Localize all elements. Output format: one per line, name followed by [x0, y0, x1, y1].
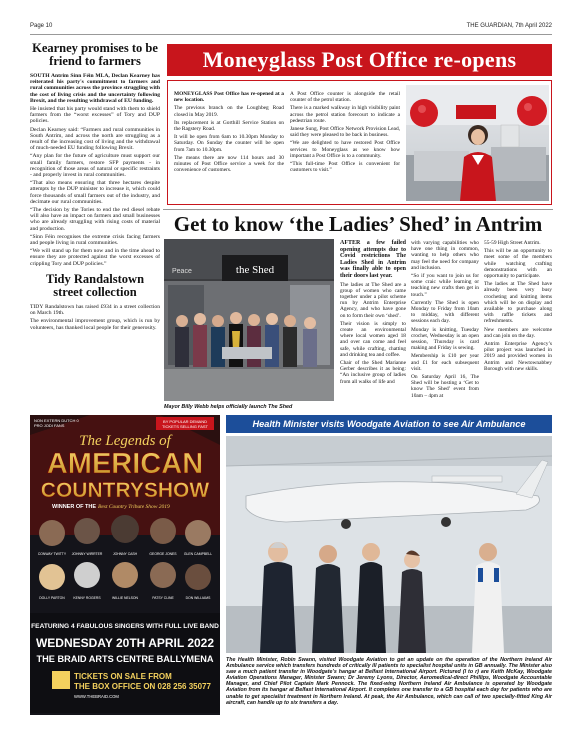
shop-sign-left: Peace	[172, 268, 192, 275]
performer-name: WILLIE NELSON	[111, 596, 139, 600]
shed-paragraph: The ladies at The Shed are a group of women who came together under a pilot scheme run by Antrim Enterprise Agency, and who have gone on to form their own ‘shed’.	[340, 281, 406, 319]
performer-name: KENNY ROGERS	[73, 596, 101, 600]
health-headline: Health Minister visits Woodgate Aviation to see Air Ambulance	[252, 419, 526, 429]
air-ambulance-photo	[226, 436, 552, 653]
performer-name: CONWAY TWITTY	[37, 552, 67, 556]
shed-column-2	[411, 240, 479, 401]
moneyglass-column-1	[174, 91, 284, 175]
moneyglass-paragraph: The previous branch on the Loughbeg Road closed in May 2019.	[174, 105, 284, 118]
shed-paragraph: The ladies at The Shed have already been very busy crocheting and knitting items which will be on display and available to purchase along with raffle tickets and refreshments.	[484, 281, 552, 325]
shed-lead: AFTER a few failed opening attempts due to Covid restrictions The Ladies Shed in Antrim was finally able to open their doors last year.	[340, 240, 406, 279]
paper-dateline: THE GUARDIAN, 7th April 2022	[466, 23, 552, 29]
kearney-paragraph: He insisted that his party would stand with them to shield farmers from the “worst excesses” of Tory and DUP policies.	[30, 106, 160, 125]
shed-paragraph: 55-59 High Street Antrim.	[484, 240, 541, 246]
shed-headline: Get to know ‘the Ladies’ Shed’ in Antrim	[173, 212, 543, 236]
shed-paragraph: On Saturday April 16, The Shed will be hosting a ‘Get to know The Shed’ event from 10am – 4pm at	[411, 374, 479, 399]
moneyglass-paragraph: A Post Office counter is alongside the retail counter of the petrol station.	[290, 91, 400, 104]
performer-name: JOHNNY CASH	[112, 552, 138, 556]
shed-paragraph: Antrim Enterprise Agency’s pilot project was launched in 2019 and provided women in Antrim and Newtownabbey Borough with new skills.	[484, 341, 552, 372]
shed-column-1	[340, 240, 406, 387]
tidy-headline: Tidy Randalstown street collection	[45, 271, 145, 299]
concert-tickets: TICKETS ON SALE FROM	[74, 672, 172, 681]
kearney-article	[30, 73, 160, 267]
page-header	[30, 20, 552, 32]
shed-paragraph: with varying capabilities who have one thing in common, wanting to help others who may feel the need for company and inclusion.	[411, 240, 479, 271]
performer-name: JOHNNY WIRRTER	[71, 552, 103, 556]
concert-tag-left: NON EXTERN DUTCH 0	[34, 418, 79, 423]
moneyglass-paragraph: It will be open from 6am to 10.30pm Monday to Saturday. On Sunday the counter will be open from 7am to 10.30pm.	[174, 134, 284, 153]
shed-paragraph: Currently The Shed is open Monday to Friday from 10am to midday, with different sessions each day.	[411, 299, 479, 325]
shed-paragraph: This will be an opportunity to meet some of the members while watching crafting demonstrations with an opportunity to participate.	[484, 248, 552, 280]
concert-box-office: THE BOX OFFICE ON 028 256 35077	[74, 682, 211, 691]
shed-paragraph: Chair of the Shed Marianne Gerber describes it as being: “An inclusive group of ladies from all walks of life and	[340, 360, 406, 385]
performer-name: GEORGE JONES	[149, 552, 177, 556]
moneyglass-paragraph: “We are delighted to have restored Post Office services to Moneyglass as we know how important a Post Office is to a community.	[290, 140, 400, 159]
concert-featuring: FEATURING 4 FABULOUS SINGERS WITH FULL LIVE BAND	[31, 623, 219, 630]
kearney-paragraph: “That also means ensuring that three hectares despite attempts by the DUP minister to increase it, which could force thousands of small farmers out of the industry, and decimate our rural communities.	[30, 180, 160, 205]
kearney-paragraph: “Sinn Féin recognises the extreme crisis facing farmers and people living in rural communities.	[30, 233, 160, 247]
kearney-headline: Kearney promises to be friend to farmers	[32, 41, 158, 68]
concert-tag-left-2: PRO JODI FANS	[34, 423, 65, 428]
tidy-paragraph: TIDY Randalstown has raised £934 in a street collection on March 19th.	[30, 303, 160, 317]
concert-advert-artwork	[30, 415, 220, 715]
concert-advert	[30, 415, 220, 715]
concert-venue: THE BRAID ARTS CENTRE BALLYMENA	[36, 654, 214, 664]
concert-tag-right: BY POPULAR DEMAND	[163, 419, 207, 424]
shop-sign: the Shed	[235, 264, 275, 276]
concert-award: Best Country Tribute Show 2019	[98, 504, 170, 510]
moneyglass-paragraph: The means there are now 114 hours and 30 minutes of Post Office service a week for the convenience of customers.	[174, 154, 284, 174]
shed-photo-drawing	[164, 239, 334, 401]
kearney-lead: SOUTH Antrim Sinn Féin MLA, Declan Kearney has reiterated his party's commitment to farmers and rural communities across the province struggling with the cost of living crisis and the uncertainty following Brexit, and the resulting withdrawal of EU funding.	[30, 73, 160, 104]
health-caption: The Health Minister, Robin Swann, visited Woodgate Aviation to get an update on the operation of the Northern Ireland Air Ambulance service which transfers hundreds of critically ill patients to specialist hospital units in GB annually. The Minister also saw a much patient transfer in Woodgate’s hangar at Belfast International Airport. Pictured (l to r) are Keith McKay, Woodgate Aviation Operations Manager, Minister Swann; Dr Jeremy Lyons, Director, Aeromedical-direct Phillips, Woodgate Accountable Manager, and Chief Pilot Captain Mark Pennock. The fixed-wing Northern Ireland Air Ambulance is operated by Woodgate Aviation from its hangar at Belfast International Airport. It completes one transfer to a GB hospital each day for patients who are unable to get specialist treatment in Northern Ireland. At peak, the Air Ambulance, which can call of two specially-fitted King Air aircraft, can handle up to six transfers a day.	[226, 657, 552, 706]
performer-name: GLEN CAMPBELL	[183, 552, 213, 556]
moneyglass-banner	[167, 44, 552, 76]
tidy-article	[30, 304, 160, 331]
performer-name: DON WILLIAMS	[185, 596, 211, 600]
moneyglass-paragraph: Its replacement is at Gorthill Service Station on the Ragstery Road.	[174, 119, 284, 133]
moneyglass-paragraph: “This full-time Post Office is convenient for customers to visit.”	[290, 161, 400, 174]
shed-paragraph: New members are welcome and can join on the day.	[484, 326, 552, 339]
concert-subtitle: WINNER OF THE	[52, 504, 96, 510]
shed-photo-caption: Mayor Billy Webb helps officially launch The Shed	[164, 404, 293, 410]
air-ambulance-photo-drawing	[226, 436, 552, 653]
performer-name: PATSY CLINE	[152, 596, 174, 600]
shed-paragraph: Their vision is simply to create an environmental where local women aged 18 and over can come and feel safe, while crafting, chatting and drinking tea and coffee.	[340, 320, 406, 358]
header-rule	[30, 34, 552, 35]
moneyglass-column-2	[290, 91, 400, 175]
kearney-paragraph: “The decision by the Tories to end the red diesel rebate will also have an impact on farmers and small businesses who are already struggling with rising costs of material and production.	[30, 207, 160, 232]
moneyglass-lead: MONEYGLASS Post Office has re-opened at a new location.	[174, 91, 284, 104]
left-column	[30, 42, 160, 333]
moneyglass-paragraph: Janese Sung, Post Office Network Provision Lead, said they were pleased to be back in business.	[290, 126, 400, 139]
shed-paragraph: “So if you want to join us for some craic while learning or teaching new crafts then get in touch.”	[411, 273, 479, 298]
moneyglass-article	[167, 80, 552, 205]
shed-photo	[164, 239, 334, 401]
kearney-paragraph: “Any plan for the future of agriculture must support our small family farmers, restore SFP payments - in recognition of those areas of natural or specific restraints - and properly invest in rural communities.	[30, 153, 160, 179]
concert-date: WEDNESDAY 20TH APRIL 2022	[35, 636, 215, 650]
concert-tag-right-2: TICKETS SELLING FAST	[161, 424, 209, 429]
concert-title-2: AMERICAN	[46, 448, 204, 480]
section-rule	[163, 209, 553, 210]
kearney-paragraph: Declan Kearney said: “Farmers and rural communities in South Antrim, and across the north are struggling as a result of the increasing cost of living and the withdrawal of much-needed EU funding following Brexit.	[30, 126, 160, 152]
page-number: Page 10	[30, 23, 53, 29]
performer-name: DOLLY PARTON	[39, 596, 65, 600]
concert-title-3: COUNTRYSHOW	[40, 479, 210, 502]
post-office-photo	[406, 85, 549, 201]
moneyglass-headline: Moneyglass Post Office re-opens	[202, 47, 517, 72]
kearney-paragraph: “We will stand up for them now and in the time ahead to ensure they are protected against the worst excesses of crippling Tory and DUP policies.”	[30, 248, 160, 267]
moneyglass-paragraph: There is a marked walkway in high visibility paint across the petrol station forecourt to indicate a pedestrian route.	[290, 105, 400, 124]
shed-paragraph: Membership is £10 per year and £1 for each subsequent visit.	[411, 353, 479, 372]
health-banner	[226, 415, 552, 433]
tidy-paragraph: The environmental improvement group, which is run by volunteers, has thanked local people for their generosity.	[30, 318, 160, 331]
concert-title-1: The Legends of	[79, 433, 171, 449]
shed-column-3	[484, 240, 552, 374]
shed-paragraph: Monday is knitting, Tuesday crochet, Wednesday is an open session, Thursday is card making and Friday is sewing.	[411, 326, 479, 352]
concert-website: WWW.THEBRAID.COM	[74, 694, 119, 699]
post-office-photo-drawing	[406, 85, 549, 201]
